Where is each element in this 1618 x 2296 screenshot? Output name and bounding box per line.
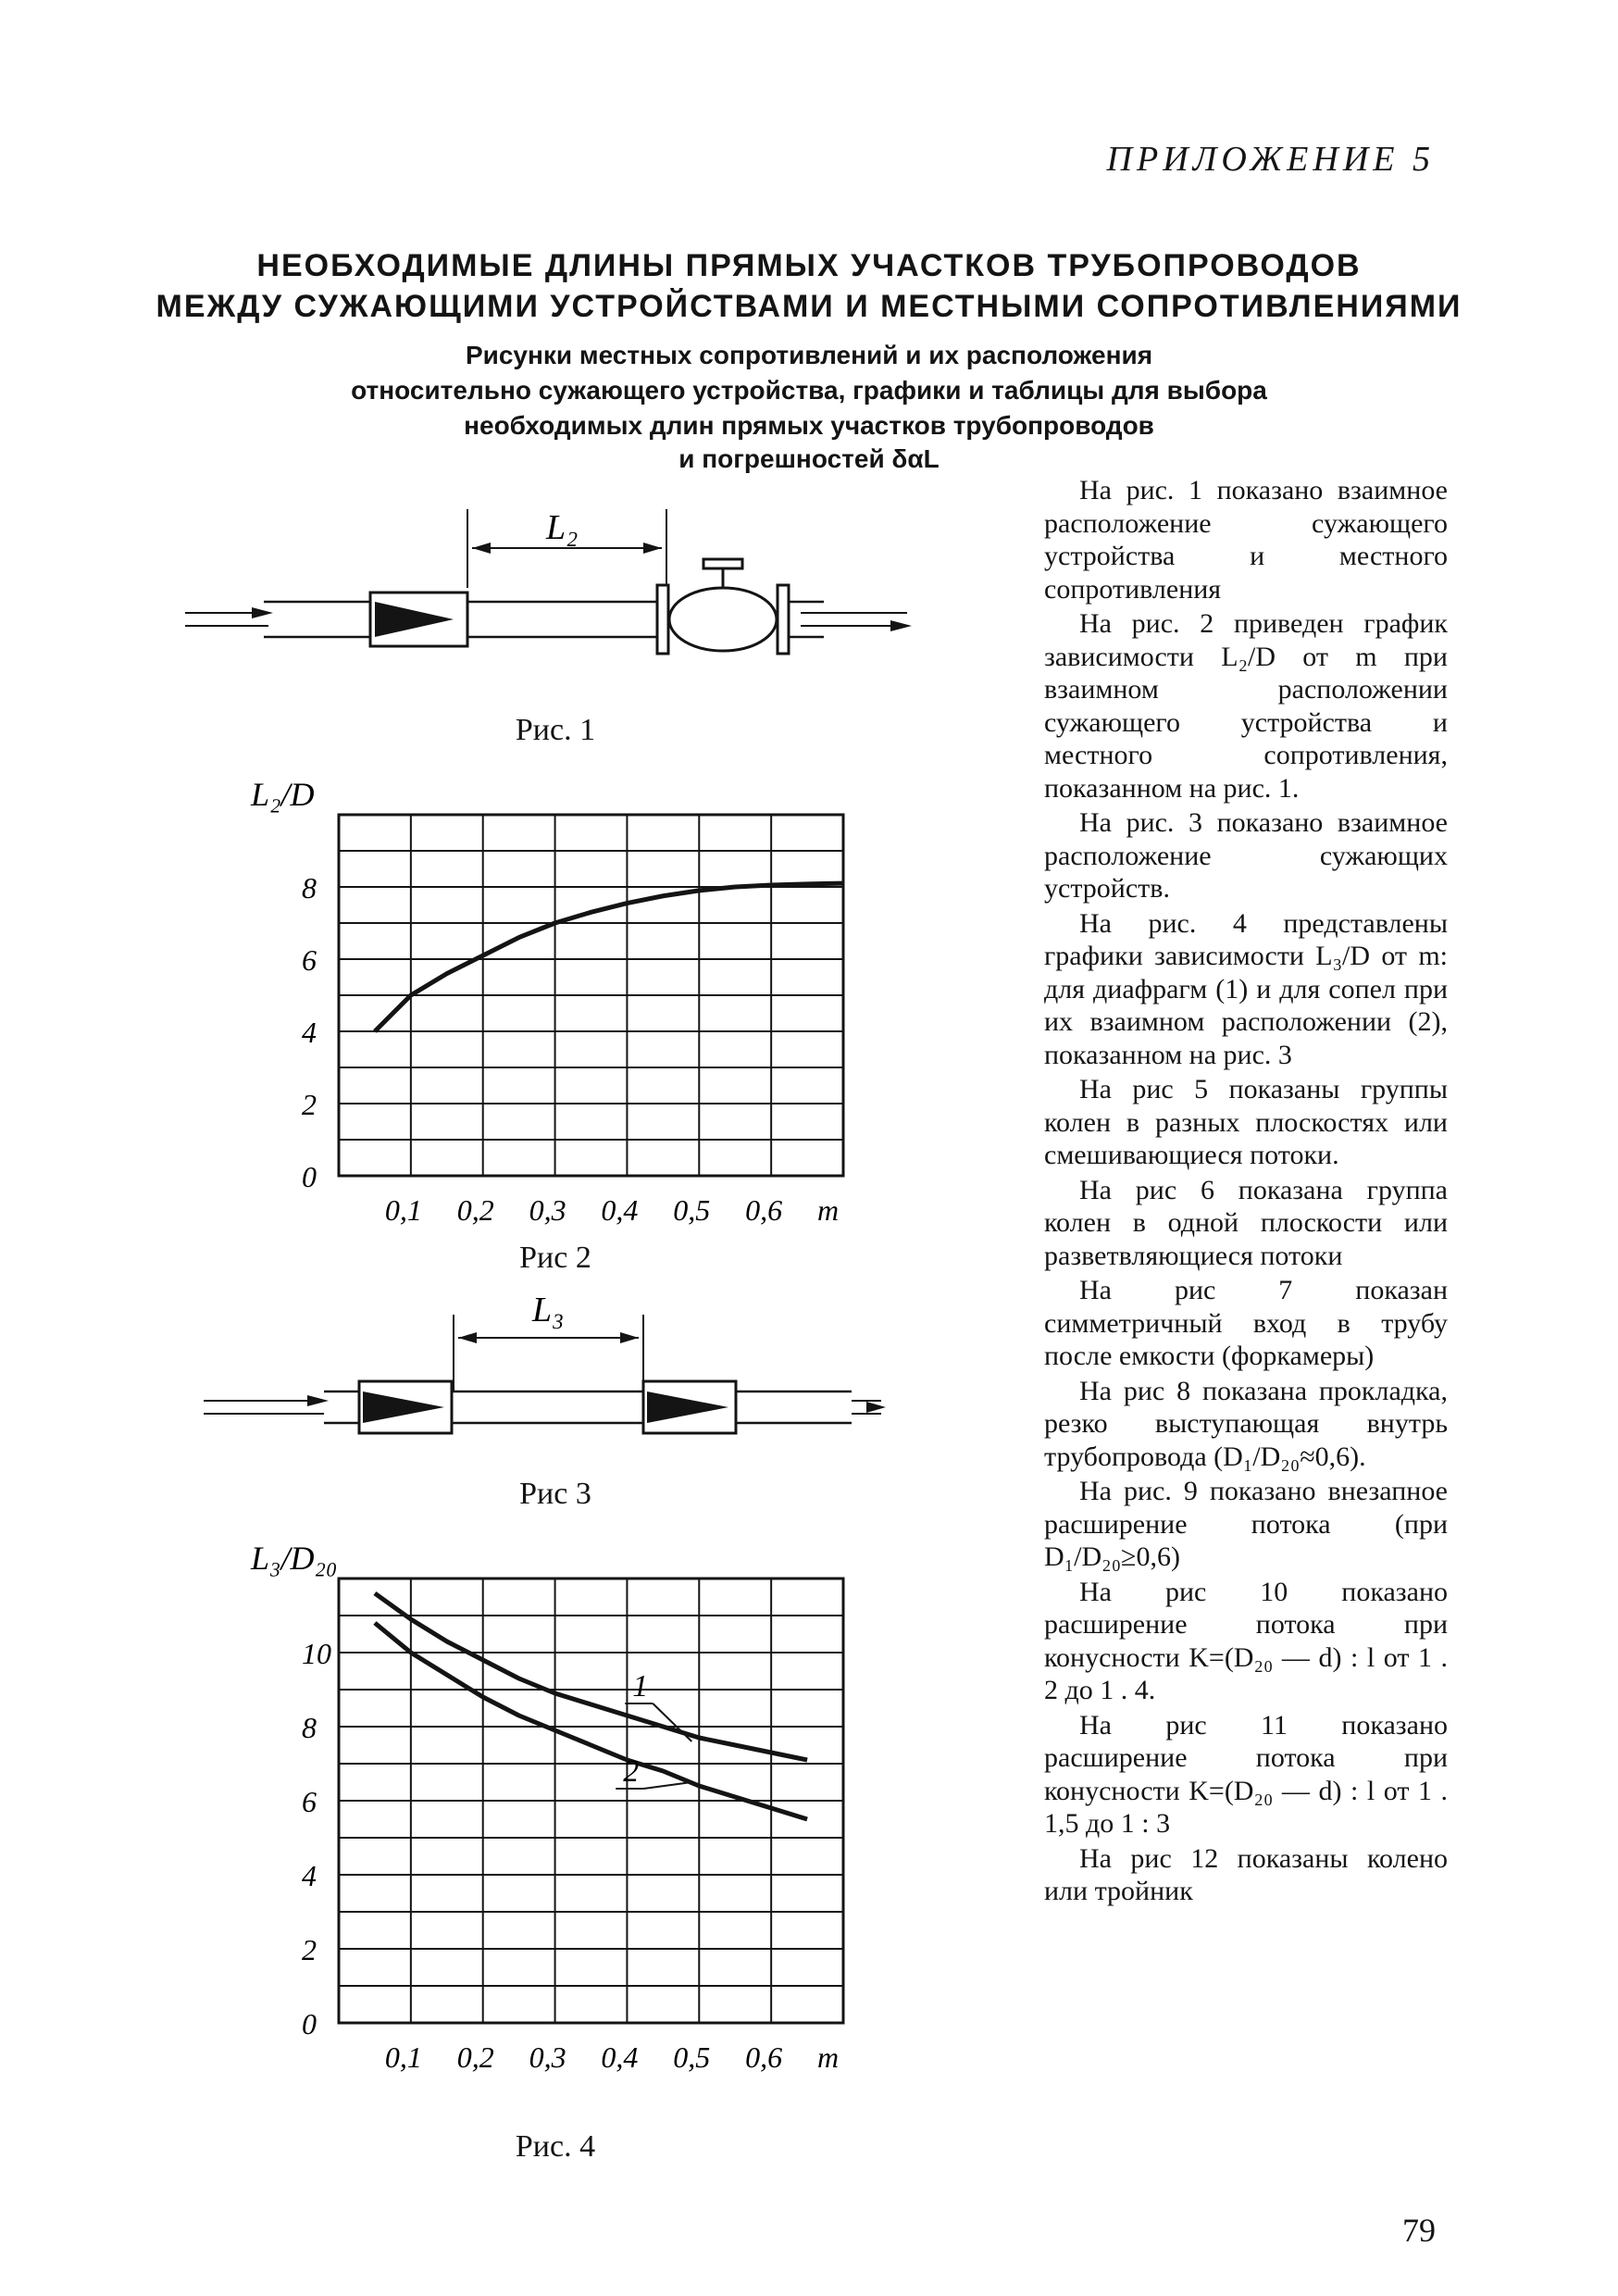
subtitle-line-4: и погрешностей δαL [678, 444, 940, 473]
paragraph: На рис 8 показана прокладка, резко выступающая внутрь трубопровода (D₁/D₂₀≈0,6). [1044, 1375, 1448, 1472]
subtitle-line-3: необходимых длин прямых участков трубопроводов [464, 411, 1154, 440]
paragraph: На рис 10 показано расширение потока при конусности K=(D₂₀ — d) : l от 1 . 2 до 1 . 4. [1044, 1576, 1448, 1705]
paragraph: На рис 12 показаны колено или тройник [1044, 1842, 1448, 1906]
paragraph: На рис 6 показана группа колен в одной плоскости или разветвляющиеся потоки [1044, 1174, 1448, 1271]
y-tick-label: 10 [302, 1637, 331, 1670]
figure-1-caption: Рис. 1 [515, 713, 596, 747]
y-axis-label: L₂/D [251, 776, 315, 813]
page-number: 79 [1402, 2212, 1436, 2249]
y-tick-label: 2 [302, 1933, 317, 1966]
series-line-1 [375, 883, 843, 1031]
x-tick-label: 0,5 [673, 2040, 711, 2074]
series-callout-line-1 [653, 1703, 691, 1741]
paragraph: На рис. 1 показано взаимное расположение сужающего устройства и местного сопротивления [1044, 475, 1448, 605]
title-line-2: МЕЖДУ СУЖАЮЩИМИ УСТРОЙСТВАМИ И МЕСТНЫМИ СОПРОТИВЛЕНИЯМИ [156, 289, 1462, 324]
figure-3-diagram [185, 1282, 990, 1467]
paragraph: На рис 7 показан симметричный вход в трубу после емкости (форкамеры) [1044, 1275, 1448, 1371]
figure-4-chart [251, 1540, 889, 2115]
y-tick-label: 4 [302, 1016, 317, 1049]
figure-1-diagram [185, 500, 990, 694]
x-tick-label: 0,4 [601, 1193, 639, 1227]
paragraph: На рис. 2 приведен график зависимости L₂/D от m при взаимном расположении сужающего устройства и местного сопротивления, показанном на рис. 1. [1044, 608, 1448, 804]
x-tick-label: m [817, 2040, 840, 2074]
x-tick-label: 0,3 [529, 2040, 566, 2074]
y-tick-label: 8 [302, 871, 317, 905]
x-tick-label: 0,1 [384, 1193, 422, 1227]
paragraph: На рис. 4 представлены графики зависимости L₃/D от m: для диафрагм (1) и для сопел при их взаимном расположении (2), показанном на рис. 3 [1044, 907, 1448, 1070]
series-callout-line-2 [643, 1782, 691, 1789]
x-tick-label: 0,2 [456, 2040, 494, 2074]
appendix-heading: ПРИЛОЖЕНИЕ 5 [1106, 140, 1435, 179]
y-tick-label: 0 [302, 2007, 317, 2040]
dimension-label-l2: L₂ [546, 508, 579, 547]
x-tick-label: 0,6 [745, 2040, 783, 2074]
paragraph: На рис 5 показаны группы колен в разных плоскостях или смешивающиеся потоки. [1044, 1074, 1448, 1170]
x-tick-label: 0,1 [384, 2040, 422, 2074]
x-tick-label: 0,6 [745, 1193, 783, 1227]
series-label-2: 2 [623, 1754, 640, 1789]
x-tick-label: 0,2 [456, 1193, 494, 1227]
x-tick-label: m [817, 1193, 840, 1227]
x-tick-label: 0,4 [601, 2040, 639, 2074]
x-tick-label: 0,3 [529, 1193, 566, 1227]
figure-3-caption: Рис 3 [519, 1477, 591, 1511]
subtitle-line-2: относительно сужающего устройства, графики и таблицы для выбора [351, 376, 1267, 405]
paragraph: На рис 11 показано расширение потока при конусности K=(D₂₀ — d) : l от 1 . 1,5 до 1 : 3 [1044, 1709, 1448, 1839]
figure-2-chart [251, 776, 889, 1231]
y-tick-label: 4 [302, 1859, 317, 1892]
series-line-1 [375, 1593, 807, 1760]
figure-2-caption: Рис 2 [519, 1241, 591, 1275]
y-tick-label: 2 [302, 1088, 317, 1121]
figure-4-caption: Рис. 4 [515, 2129, 596, 2164]
dimension-label-l3: L₃ [532, 1291, 565, 1329]
paragraph: На рис. 3 показано взаимное расположение сужающих устройств. [1044, 807, 1448, 904]
body-text-column [1044, 474, 1448, 1910]
y-tick-label: 0 [302, 1160, 317, 1193]
x-tick-label: 0,5 [673, 1193, 711, 1227]
title-line-1: НЕОБХОДИМЫЕ ДЛИНЫ ПРЯМЫХ УЧАСТКОВ ТРУБОПРОВОДОВ [256, 248, 1362, 283]
y-tick-label: 6 [302, 1785, 317, 1818]
y-tick-label: 8 [302, 1711, 317, 1744]
y-axis-label: L₃/D₂₀ [251, 1540, 338, 1577]
y-tick-label: 6 [302, 943, 317, 977]
paragraph: На рис. 9 показано внезапное расширение потока (при D₁/D₂₀≥0,6) [1044, 1476, 1448, 1572]
subtitle-line-1: Рисунки местных сопротивлений и их расположения [465, 341, 1153, 369]
series-label-1: 1 [632, 1669, 649, 1703]
